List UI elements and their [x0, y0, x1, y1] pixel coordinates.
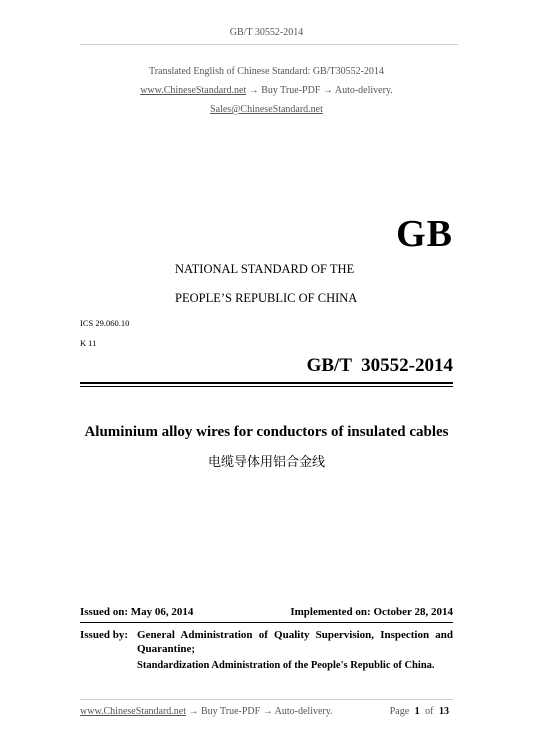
number-underline-thin	[80, 386, 453, 387]
classification-code: K 11	[80, 338, 97, 348]
issued-by-label: Issued by:	[80, 629, 128, 641]
issued-date: Issued on: May 06, 2014	[80, 606, 194, 618]
chinesestandard-link[interactable]: www.ChineseStandard.net	[140, 85, 247, 96]
english-title: Aluminium alloy wires for conductors of insulated cables	[84, 424, 449, 440]
national-standard-line2: PEOPLE’S REPUBLIC OF CHINA	[175, 291, 358, 305]
page-of-label: of	[425, 706, 434, 717]
header-divider	[80, 44, 458, 45]
auto-delivery-text: Auto-delivery.	[334, 85, 393, 96]
footer-chinesestandard-link[interactable]: www.ChineseStandard.net	[80, 706, 186, 717]
page-indicator	[390, 706, 449, 717]
translation-notice: Translated English of Chinese Standard: GB/T30552-2014	[149, 66, 384, 77]
footer-divider	[80, 699, 453, 700]
page-total: 13	[439, 706, 449, 717]
footer-link-row	[80, 706, 333, 717]
issuing-body-line3: Standardization Administration of the People's Republic of China.	[137, 660, 435, 671]
issuing-body-line1: General Administration of Quality Supervision, Inspection and	[137, 629, 453, 641]
national-standard-line1: NATIONAL STANDARD OF THE	[175, 262, 355, 276]
footer-buy-true-pdf-text: Buy True-PDF	[201, 706, 261, 717]
buy-true-pdf-text: Buy True-PDF	[261, 85, 321, 96]
sales-email-link[interactable]: Sales@ChineseStandard.net	[210, 104, 323, 115]
gb-logo: GB	[396, 213, 453, 255]
page-current: 1	[414, 706, 420, 717]
footer-auto-delivery-text: Auto-delivery.	[274, 706, 333, 717]
dates-divider	[80, 622, 453, 623]
ics-code: ICS 29.060.10	[80, 318, 130, 328]
issuing-body-line2: Quarantine;	[137, 643, 196, 655]
arrow-right-icon: →	[262, 706, 273, 717]
email-row	[0, 104, 533, 115]
running-header: GB/T 30552-2014	[229, 27, 304, 38]
arrow-right-icon: →	[322, 85, 333, 96]
standard-number: GB/T 30552-2014	[306, 355, 453, 376]
number-underline-thick	[80, 382, 453, 384]
page-label: Page	[389, 706, 410, 717]
arrow-right-icon: →	[248, 85, 259, 96]
arrow-right-icon: →	[188, 706, 199, 717]
implemented-date: Implemented on: October 28, 2014	[290, 606, 453, 618]
notice-link-row	[0, 85, 533, 96]
chinese-title: 电缆导体用铝合金线	[207, 455, 325, 470]
